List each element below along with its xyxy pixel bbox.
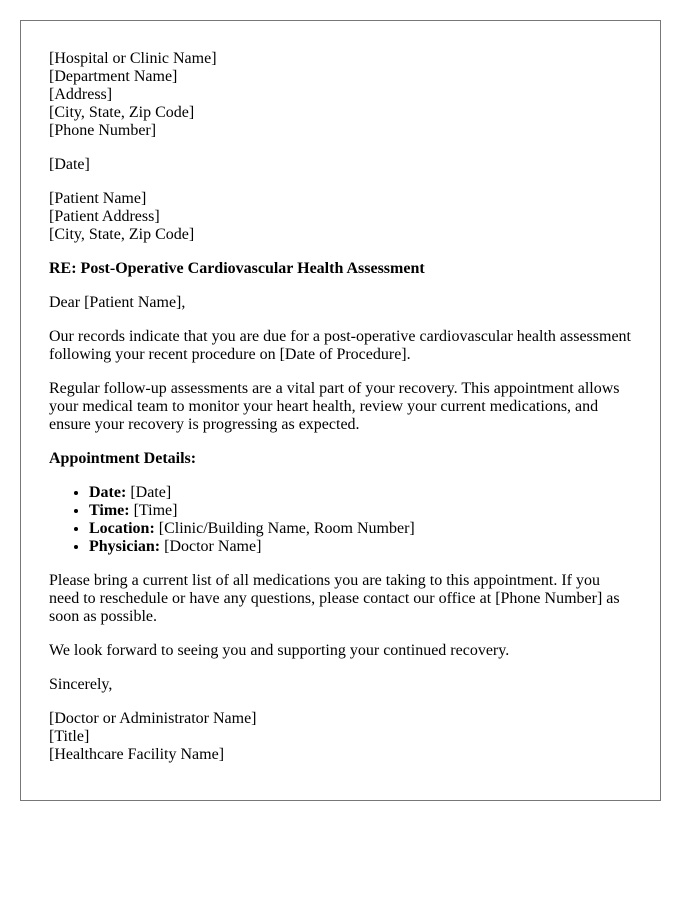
detail-item <box>89 520 632 538</box>
details-heading: Appointment Details: <box>49 450 197 467</box>
sender-line: [Address] <box>49 86 113 103</box>
recipient-address <box>49 190 632 244</box>
detail-item <box>89 484 632 502</box>
signature-block <box>49 710 632 764</box>
detail-value: [Doctor Name] <box>164 538 262 555</box>
recipient-line: [City, State, Zip Code] <box>49 226 195 243</box>
sender-line: [Phone Number] <box>49 122 157 139</box>
body-paragraph: Regular follow-up assessments are a vital part of your recovery. This appointment allows your medical team to monitor your heart health, review your current medications, and ensure your recovery is progressing as expected. <box>49 380 620 433</box>
letter <box>20 20 661 801</box>
detail-label: Physician: <box>89 538 161 555</box>
signature-line: [Healthcare Facility Name] <box>49 746 225 763</box>
detail-label: Time: <box>89 502 130 519</box>
detail-value: [Time] <box>133 502 178 519</box>
sender-line: [City, State, Zip Code] <box>49 104 195 121</box>
sender-line: [Hospital or Clinic Name] <box>49 50 217 67</box>
body-paragraph: Please bring a current list of all medications you are taking to this appointment. If you need to reschedule or have any questions, please contact our office at [Phone Number] as soon as possible. <box>49 572 620 625</box>
detail-label: Location: <box>89 520 155 537</box>
signature-line: [Title] <box>49 728 90 745</box>
body-paragraph: We look forward to seeing you and supporting your continued recovery. <box>49 642 510 659</box>
sender-line: [Department Name] <box>49 68 178 85</box>
detail-item <box>89 502 632 520</box>
recipient-line: [Patient Name] <box>49 190 147 207</box>
body-paragraph: Our records indicate that you are due for a post-operative cardiovascular health assessment following your recent procedure on [Date of Procedure]. <box>49 328 631 363</box>
detail-value: [Clinic/Building Name, Room Number] <box>158 520 415 537</box>
signature-line: [Doctor or Administrator Name] <box>49 710 257 727</box>
subject-line: RE: Post-Operative Cardiovascular Health Assessment <box>49 260 425 277</box>
detail-value: [Date] <box>130 484 172 501</box>
detail-item <box>89 538 632 556</box>
letter-date: [Date] <box>49 156 90 173</box>
appointment-details-list <box>49 484 632 556</box>
detail-label: Date: <box>89 484 127 501</box>
signoff: Sincerely, <box>49 676 113 693</box>
sender-address <box>49 50 632 140</box>
salutation: Dear [Patient Name], <box>49 294 186 311</box>
recipient-line: [Patient Address] <box>49 208 160 225</box>
